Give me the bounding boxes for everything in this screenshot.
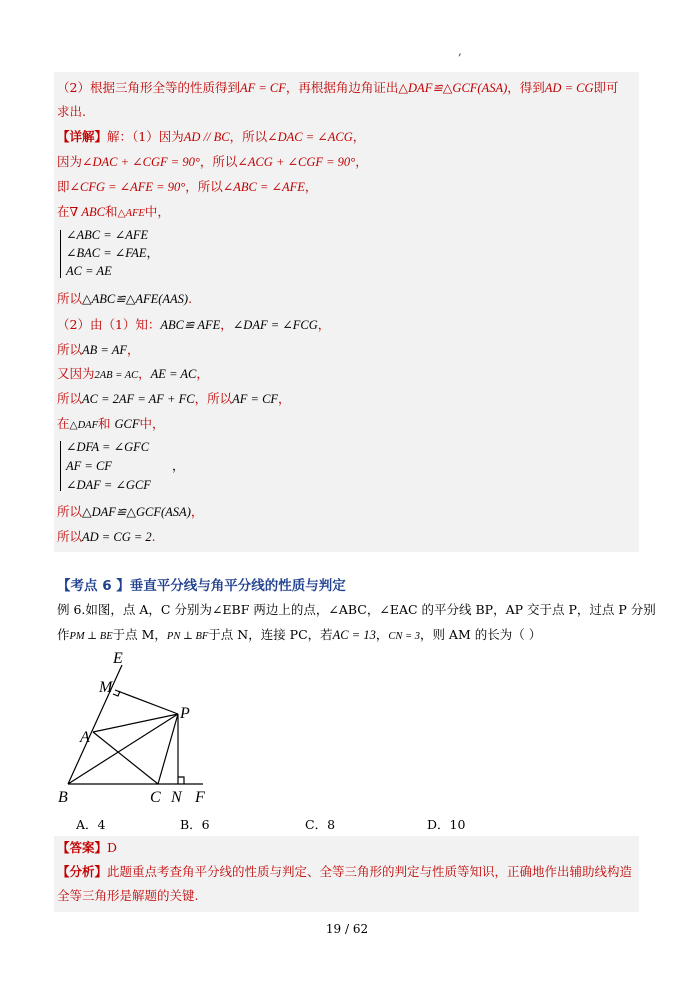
analysis-line-1: 【分析】此题重点考查角平分线的性质与判定、全等三角形的判定与性质等知识，正确地作出辅助线构造: [57, 864, 633, 879]
detail-line-5: 所以△ABC≌△AFE(AAS).: [57, 291, 193, 306]
label-M: M: [99, 679, 113, 696]
system-2-brace: [60, 441, 61, 491]
option-d[interactable]: D．10: [427, 817, 466, 832]
option-c[interactable]: C．8: [305, 817, 336, 832]
detail-line-10: 在△DAF和 GCF中，: [57, 416, 165, 431]
hint-line-1: （2）根据三角形全等的性质得到AF = CF，再根据角边角证出△DAF≌△GCF(ASA)，得到AD = CG即可: [57, 80, 619, 95]
geometry-figure: [55, 650, 215, 810]
detail-line-6: （2）由（1）知：ABC≌ AFE，∠DAF = ∠FCG，: [57, 317, 331, 332]
detail-line-11: 所以△DAF≌△GCF(ASA)，: [57, 504, 204, 519]
option-a[interactable]: A．4: [76, 817, 106, 832]
page-number: 19 / 62: [325, 922, 369, 936]
system-1-row-2: ∠BAC = ∠FAE，: [66, 245, 160, 260]
segment-AC: [93, 732, 158, 784]
segment-MP: [115, 690, 178, 714]
right-angle-mark-N: [178, 777, 184, 784]
detail-line-3: 即∠CFG = ∠AFE = 90°，所以∠ABC = ∠AFE，: [57, 179, 318, 194]
label-N: N: [171, 789, 182, 806]
label-A: A: [80, 729, 90, 746]
section-heading: 【考点 6 】垂直平分线与角平分线的性质与判定: [57, 578, 346, 594]
system-1-row-1: ∠ABC = ∠AFE: [66, 228, 149, 242]
example-line-1: 例 6.如图，点 A，C 分别为∠EBF 两边上的点，∠ABC，∠EAC 的平分线 BP，AP 交于点 P，过点 P 分别: [57, 602, 656, 617]
detail-line-4: 在∇ ABC和△AFE中，: [57, 204, 170, 219]
detail-line-2: 因为∠DAC + ∠CGF = 90°，所以∠ACG + ∠CGF = 90°，: [57, 154, 368, 169]
segment-AP: [93, 714, 178, 732]
example-line-2: 作PM ⊥ BE于点 M，PN ⊥ BF于点 N，连接 PC，若AC = 13，CN = 3，则 AM 的长为（ ）: [57, 627, 542, 642]
label-C: C: [150, 789, 161, 806]
label-F: F: [195, 789, 205, 806]
detail-line-8: 又因为2AB = AC，AE = AC，: [57, 366, 209, 381]
system-2-row-2: AF = CF ，: [66, 458, 185, 473]
option-b[interactable]: B．6: [180, 817, 210, 832]
detail-line-7: 所以AB = AF，: [57, 342, 140, 357]
system-2-row-3: ∠DAF = ∠GCF: [66, 478, 151, 492]
detail-line-1: 【详解】解：（1）因为AD // BC，所以∠DAC = ∠ACG，: [57, 129, 366, 144]
detail-line-12: 所以AD = CG = 2.: [57, 529, 156, 544]
analysis-line-2: 全等三角形是解题的关键.: [57, 888, 199, 903]
label-P: P: [180, 705, 190, 722]
detail-line-9: 所以AC = 2AF = AF + FC，所以AF = CF，: [57, 391, 291, 406]
system-1-brace: [60, 230, 61, 278]
label-B: B: [58, 789, 68, 806]
system-2-row-1: ∠DFA = ∠GFC: [66, 440, 150, 454]
system-1-row-3: AC = AE: [66, 264, 112, 278]
corner-mark: ,: [458, 44, 462, 58]
label-E: E: [113, 650, 123, 667]
hint-line-2: 求出.: [57, 104, 86, 119]
answer-line: 【答案】D: [57, 840, 118, 855]
